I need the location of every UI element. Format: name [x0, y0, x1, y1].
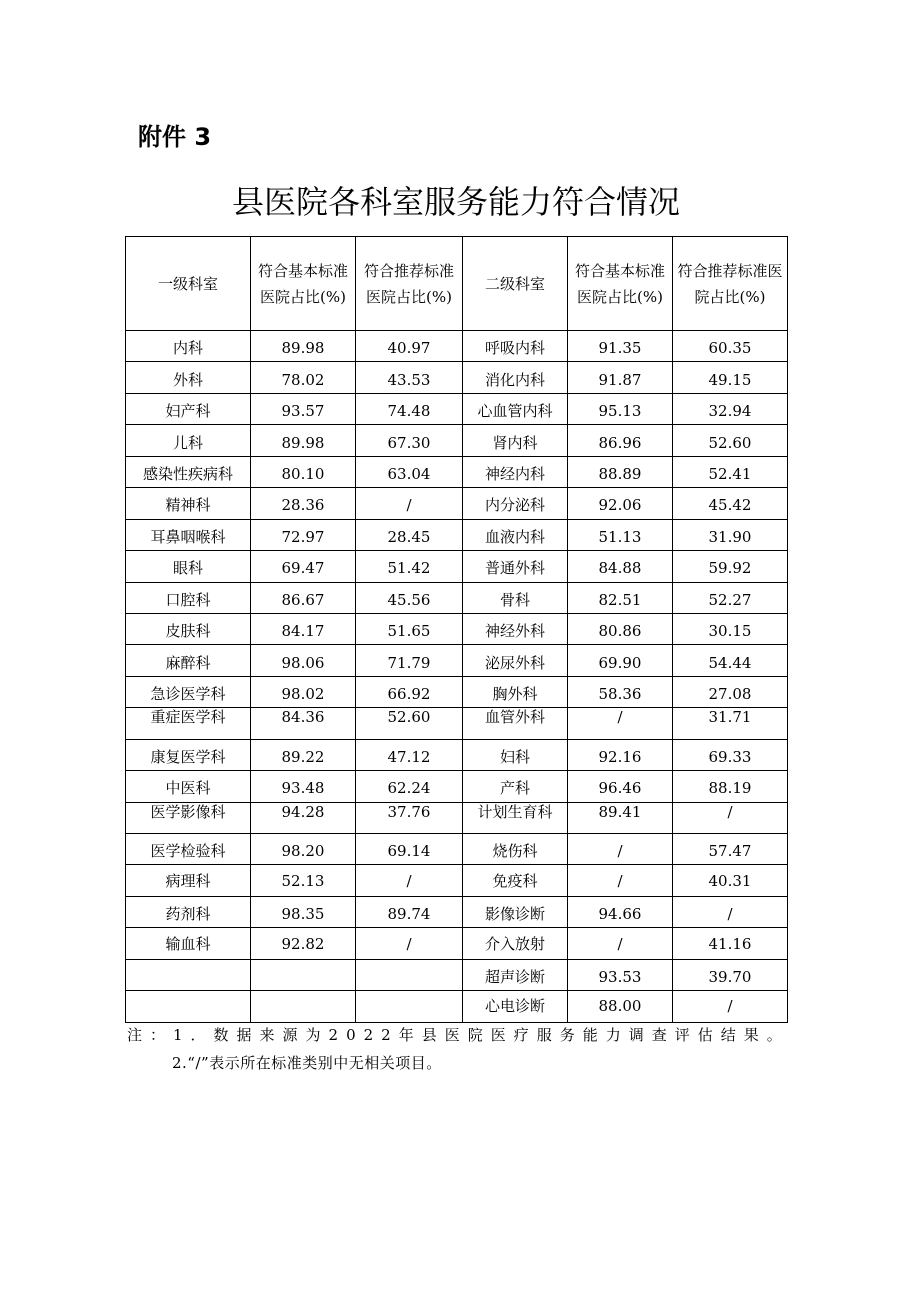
- level2-dept-cell: 烧伤科: [463, 834, 568, 865]
- level1-recommended-rate-cell: 74.48: [356, 393, 463, 424]
- table-row: [126, 959, 788, 990]
- level2-dept-cell: 内分泌科: [463, 488, 568, 519]
- level1-recommended-rate-cell: 51.65: [356, 613, 463, 644]
- level1-recommended-rate-cell: 45.56: [356, 582, 463, 613]
- level2-recommended-rate-cell: 60.35: [673, 331, 788, 362]
- table-row: [126, 393, 788, 424]
- level1-recommended-rate-cell: [356, 991, 463, 1022]
- level2-dept-cell: 计划生育科: [463, 802, 568, 833]
- level2-dept-cell: 超声诊断: [463, 959, 568, 990]
- table-row: [126, 991, 788, 1022]
- document-title: 县医院各科室服务能力符合情况: [231, 183, 680, 221]
- level2-basic-rate-cell: 80.86: [568, 613, 673, 644]
- table-row: [126, 802, 788, 833]
- level2-dept-cell: 神经外科: [463, 613, 568, 644]
- level2-basic-rate-cell: 69.90: [568, 645, 673, 676]
- level2-basic-rate-cell: /: [568, 708, 673, 739]
- level1-basic-rate-cell: 72.97: [251, 519, 356, 550]
- level2-basic-rate-cell: 84.88: [568, 551, 673, 582]
- level2-dept-cell: 妇科: [463, 739, 568, 770]
- level2-recommended-rate-cell: 31.90: [673, 519, 788, 550]
- level2-basic-rate-cell: 88.00: [568, 991, 673, 1022]
- level2-recommended-rate-cell: 31.71: [673, 708, 788, 739]
- level1-basic-rate-cell: [251, 991, 356, 1022]
- level2-dept-cell: 呼吸内科: [463, 331, 568, 362]
- level2-dept-cell: 肾内科: [463, 425, 568, 456]
- header-level1-dept: 一级科室: [126, 237, 251, 331]
- level2-dept-cell: 骨科: [463, 582, 568, 613]
- level1-basic-rate-cell: 86.67: [251, 582, 356, 613]
- level2-basic-rate-cell: /: [568, 865, 673, 896]
- level1-recommended-rate-cell: /: [356, 488, 463, 519]
- level1-dept-cell: 口腔科: [126, 582, 251, 613]
- level2-dept-cell: 胸外科: [463, 676, 568, 707]
- level1-basic-rate-cell: 89.98: [251, 425, 356, 456]
- level1-recommended-rate-cell: 69.14: [356, 834, 463, 865]
- level2-recommended-rate-cell: 52.27: [673, 582, 788, 613]
- level1-recommended-rate-cell: 52.60: [356, 708, 463, 739]
- level1-dept-cell: 外科: [126, 362, 251, 393]
- level2-recommended-rate-cell: 54.44: [673, 645, 788, 676]
- level1-dept-cell: 康复医学科: [126, 739, 251, 770]
- table-header-row: [126, 237, 788, 331]
- level2-dept-cell: 介入放射: [463, 928, 568, 959]
- table-row: [126, 645, 788, 676]
- level1-dept-cell: 重症医学科: [126, 708, 251, 739]
- level2-basic-rate-cell: 86.96: [568, 425, 673, 456]
- level2-basic-rate-cell: 92.06: [568, 488, 673, 519]
- level1-basic-rate-cell: 98.02: [251, 676, 356, 707]
- level2-basic-rate-cell: 94.66: [568, 896, 673, 927]
- note-data-source: 注：1．数据来源为2022年县医院医疗服务能力调查评估结果。: [127, 1026, 790, 1044]
- level1-dept-cell: 眼科: [126, 551, 251, 582]
- table-row: [126, 771, 788, 802]
- level2-recommended-rate-cell: 32.94: [673, 393, 788, 424]
- level1-recommended-rate-cell: 63.04: [356, 456, 463, 487]
- service-capability-table: [125, 236, 788, 1023]
- level1-recommended-rate-cell: 51.42: [356, 551, 463, 582]
- header-level1-basic-rate: 符合基本标准医院占比(%): [251, 237, 356, 331]
- level1-dept-cell: 儿科: [126, 425, 251, 456]
- level1-basic-rate-cell: 78.02: [251, 362, 356, 393]
- level1-recommended-rate-cell: 66.92: [356, 676, 463, 707]
- table-row: [126, 519, 788, 550]
- level2-recommended-rate-cell: 52.60: [673, 425, 788, 456]
- level2-recommended-rate-cell: /: [673, 991, 788, 1022]
- level2-dept-cell: 影像诊断: [463, 896, 568, 927]
- level2-basic-rate-cell: 96.46: [568, 771, 673, 802]
- level2-recommended-rate-cell: 40.31: [673, 865, 788, 896]
- level2-recommended-rate-cell: 88.19: [673, 771, 788, 802]
- level1-basic-rate-cell: 89.22: [251, 739, 356, 770]
- level1-recommended-rate-cell: [356, 959, 463, 990]
- level2-dept-cell: 泌尿外科: [463, 645, 568, 676]
- level2-recommended-rate-cell: /: [673, 896, 788, 927]
- level1-dept-cell: 皮肤科: [126, 613, 251, 644]
- level2-basic-rate-cell: 91.87: [568, 362, 673, 393]
- level2-dept-cell: 产科: [463, 771, 568, 802]
- table-row: [126, 896, 788, 927]
- level2-dept-cell: 神经内科: [463, 456, 568, 487]
- level1-basic-rate-cell: 94.28: [251, 802, 356, 833]
- level1-recommended-rate-cell: 89.74: [356, 896, 463, 927]
- level2-basic-rate-cell: 88.89: [568, 456, 673, 487]
- table-row: [126, 928, 788, 959]
- level1-dept-cell: 医学影像科: [126, 802, 251, 833]
- table-row: [126, 708, 788, 739]
- level1-basic-rate-cell: 84.17: [251, 613, 356, 644]
- level2-recommended-rate-cell: 49.15: [673, 362, 788, 393]
- level1-dept-cell: 精神科: [126, 488, 251, 519]
- level1-dept-cell: 病理科: [126, 865, 251, 896]
- level2-recommended-rate-cell: 45.42: [673, 488, 788, 519]
- table-row: [126, 362, 788, 393]
- table-row: [126, 582, 788, 613]
- note-slash-meaning: 2.“/”表示所在标准类别中无相关项目。: [172, 1054, 442, 1072]
- level1-basic-rate-cell: [251, 959, 356, 990]
- table-row: [126, 331, 788, 362]
- level1-recommended-rate-cell: 67.30: [356, 425, 463, 456]
- level2-basic-rate-cell: 51.13: [568, 519, 673, 550]
- level1-recommended-rate-cell: /: [356, 865, 463, 896]
- level2-recommended-rate-cell: /: [673, 802, 788, 833]
- level1-dept-cell: 耳鼻咽喉科: [126, 519, 251, 550]
- level1-dept-cell: 输血科: [126, 928, 251, 959]
- level1-basic-rate-cell: 89.98: [251, 331, 356, 362]
- level2-basic-rate-cell: 93.53: [568, 959, 673, 990]
- header-level2-basic-rate: 符合基本标准医院占比(%): [568, 237, 673, 331]
- table-row: [126, 676, 788, 707]
- level1-basic-rate-cell: 92.82: [251, 928, 356, 959]
- level1-basic-rate-cell: 98.06: [251, 645, 356, 676]
- level1-recommended-rate-cell: 47.12: [356, 739, 463, 770]
- level2-basic-rate-cell: 89.41: [568, 802, 673, 833]
- level1-recommended-rate-cell: /: [356, 928, 463, 959]
- level1-basic-rate-cell: 69.47: [251, 551, 356, 582]
- level1-basic-rate-cell: 98.35: [251, 896, 356, 927]
- level2-dept-cell: 心血管内科: [463, 393, 568, 424]
- table-row: [126, 834, 788, 865]
- level1-basic-rate-cell: 93.48: [251, 771, 356, 802]
- level2-recommended-rate-cell: 27.08: [673, 676, 788, 707]
- level2-recommended-rate-cell: 57.47: [673, 834, 788, 865]
- level2-dept-cell: 血液内科: [463, 519, 568, 550]
- table-row: [126, 425, 788, 456]
- level1-recommended-rate-cell: 43.53: [356, 362, 463, 393]
- level1-basic-rate-cell: 28.36: [251, 488, 356, 519]
- level1-recommended-rate-cell: 40.97: [356, 331, 463, 362]
- level2-recommended-rate-cell: 59.92: [673, 551, 788, 582]
- level2-dept-cell: 普通外科: [463, 551, 568, 582]
- level1-dept-cell: [126, 959, 251, 990]
- level1-recommended-rate-cell: 71.79: [356, 645, 463, 676]
- level1-dept-cell: 药剂科: [126, 896, 251, 927]
- level1-dept-cell: [126, 991, 251, 1022]
- table-row: [126, 613, 788, 644]
- level1-recommended-rate-cell: 28.45: [356, 519, 463, 550]
- level2-basic-rate-cell: 95.13: [568, 393, 673, 424]
- level2-basic-rate-cell: 92.16: [568, 739, 673, 770]
- header-level2-recommended-rate: 符合推荐标准医院占比(%): [673, 237, 788, 331]
- level1-dept-cell: 内科: [126, 331, 251, 362]
- level2-recommended-rate-cell: 30.15: [673, 613, 788, 644]
- table-row: [126, 456, 788, 487]
- level2-dept-cell: 心电诊断: [463, 991, 568, 1022]
- table-row: [126, 488, 788, 519]
- level2-dept-cell: 免疫科: [463, 865, 568, 896]
- level1-recommended-rate-cell: 37.76: [356, 802, 463, 833]
- level2-basic-rate-cell: 82.51: [568, 582, 673, 613]
- table-row: [126, 739, 788, 770]
- level1-recommended-rate-cell: 62.24: [356, 771, 463, 802]
- level2-basic-rate-cell: /: [568, 834, 673, 865]
- level2-recommended-rate-cell: 39.70: [673, 959, 788, 990]
- level1-dept-cell: 医学检验科: [126, 834, 251, 865]
- table-row: [126, 551, 788, 582]
- level1-dept-cell: 中医科: [126, 771, 251, 802]
- attachment-label: 附件 3: [138, 123, 212, 151]
- level1-dept-cell: 麻醉科: [126, 645, 251, 676]
- table-row: [126, 865, 788, 896]
- level1-basic-rate-cell: 98.20: [251, 834, 356, 865]
- level1-basic-rate-cell: 80.10: [251, 456, 356, 487]
- level2-basic-rate-cell: 58.36: [568, 676, 673, 707]
- level2-recommended-rate-cell: 52.41: [673, 456, 788, 487]
- level2-dept-cell: 消化内科: [463, 362, 568, 393]
- level1-basic-rate-cell: 93.57: [251, 393, 356, 424]
- level2-basic-rate-cell: /: [568, 928, 673, 959]
- header-level1-recommended-rate: 符合推荐标准医院占比(%): [356, 237, 463, 331]
- level2-recommended-rate-cell: 69.33: [673, 739, 788, 770]
- level1-basic-rate-cell: 84.36: [251, 708, 356, 739]
- level2-recommended-rate-cell: 41.16: [673, 928, 788, 959]
- level2-dept-cell: 血管外科: [463, 708, 568, 739]
- level1-dept-cell: 感染性疾病科: [126, 456, 251, 487]
- level2-basic-rate-cell: 91.35: [568, 331, 673, 362]
- level1-dept-cell: 妇产科: [126, 393, 251, 424]
- header-level2-dept: 二级科室: [463, 237, 568, 331]
- level1-dept-cell: 急诊医学科: [126, 676, 251, 707]
- level1-basic-rate-cell: 52.13: [251, 865, 356, 896]
